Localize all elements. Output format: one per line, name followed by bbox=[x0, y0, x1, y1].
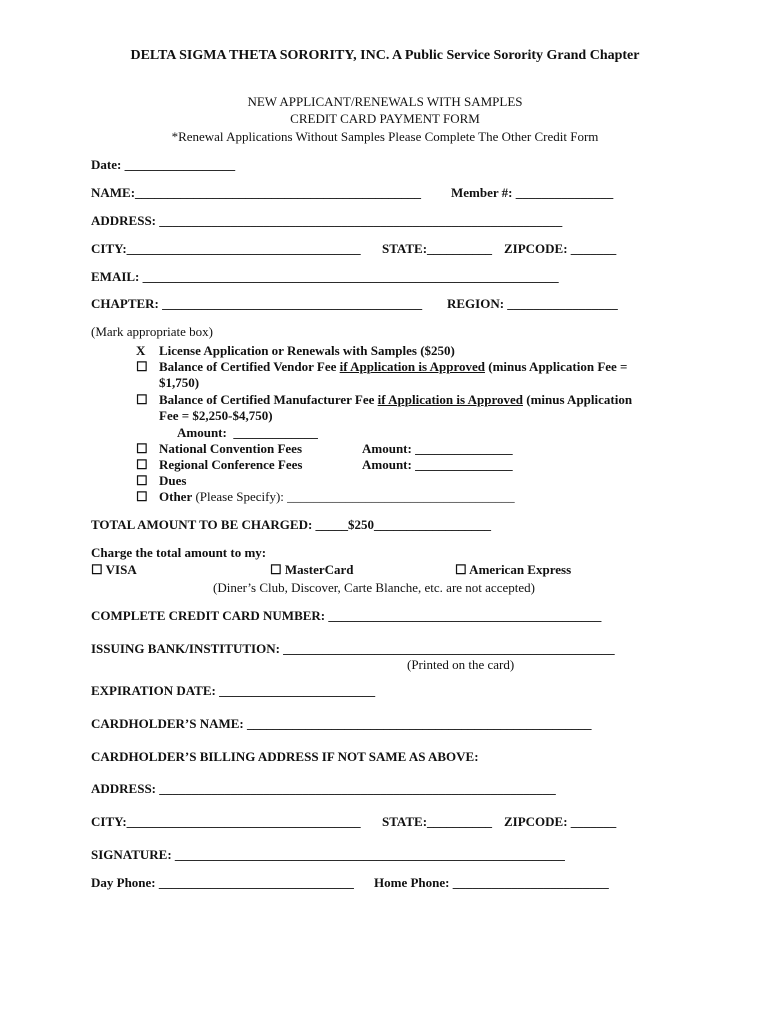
vendor-fee-text-2: (minus Application Fee = bbox=[484, 359, 628, 374]
checkbox-vendor-fee[interactable]: ☐ bbox=[136, 359, 148, 374]
billing-zipcode-field[interactable]: ZIPCODE: _______ bbox=[504, 814, 617, 829]
checkbox-dues[interactable]: ☐ bbox=[136, 473, 148, 488]
home-phone-field[interactable]: Home Phone: ________________________ bbox=[374, 875, 609, 890]
charge-heading: Charge the total amount to my: bbox=[91, 545, 267, 560]
option-dues-label: Dues bbox=[159, 473, 187, 488]
billing-address-heading: CARDHOLDER’S BILLING ADDRESS IF NOT SAME AS ABOVE: bbox=[91, 749, 479, 764]
manufacturer-fee-text-2: (minus Application bbox=[522, 392, 633, 407]
expiration-date-field[interactable]: EXPIRATION DATE: ________________________ bbox=[91, 683, 376, 698]
mastercard-checkbox[interactable]: ☐ MasterCard bbox=[270, 562, 354, 577]
option-national-convention-label: National Convention Fees bbox=[159, 441, 302, 456]
billing-address-field[interactable]: ADDRESS: _____________________________________________________________ bbox=[91, 781, 556, 796]
card-number-field[interactable]: COMPLETE CREDIT CARD NUMBER: __________________________________________ bbox=[91, 608, 602, 623]
manufacturer-fee-text: Balance of Certified Manufacturer Fee bbox=[159, 392, 378, 407]
amex-checkbox[interactable]: ☐ American Express bbox=[455, 562, 572, 577]
option-regional-conference-label: Regional Conference Fees bbox=[159, 457, 303, 472]
issuing-bank-field[interactable]: ISSUING BANK/INSTITUTION: ___________________________________________________ bbox=[91, 641, 615, 656]
region-field[interactable]: REGION: _________________ bbox=[447, 296, 618, 311]
form-title: DELTA SIGMA THETA SORORITY, INC. A Public Service Sorority Grand Chapter bbox=[130, 48, 640, 63]
manufacturer-fee-amount: Fee = $2,250-$4,750) bbox=[159, 408, 273, 423]
checkbox-other[interactable]: ☐ bbox=[136, 489, 148, 504]
mark-box-instruction: (Mark appropriate box) bbox=[91, 324, 214, 339]
vendor-fee-amount: $1,750) bbox=[159, 375, 200, 390]
signature-field[interactable]: SIGNATURE: ____________________________________________________________ bbox=[91, 847, 565, 862]
option-license-label: License Application or Renewals with Samples ($250) bbox=[159, 343, 455, 358]
regional-conference-amount-field[interactable]: Amount: _______________ bbox=[362, 457, 513, 472]
checkbox-license-marked[interactable]: X bbox=[136, 343, 146, 358]
other-label: Other bbox=[159, 489, 193, 504]
member-number-field[interactable]: Member #: _______________ bbox=[451, 185, 614, 200]
checkbox-regional-conference[interactable]: ☐ bbox=[136, 457, 148, 472]
email-field[interactable]: EMAIL: ________________________________________________________________ bbox=[91, 269, 559, 284]
day-phone-field[interactable]: Day Phone: ______________________________ bbox=[91, 875, 354, 890]
form-subtitle-3: *Renewal Applications Without Samples Please Complete The Other Credit Form bbox=[171, 129, 599, 144]
vendor-fee-condition: if Application is Approved bbox=[339, 359, 485, 374]
name-field[interactable]: NAME:____________________________________________ bbox=[91, 185, 422, 200]
vendor-fee-text: Balance of Certified Vendor Fee bbox=[159, 359, 340, 374]
zipcode-field[interactable]: ZIPCODE: _______ bbox=[504, 241, 617, 256]
option-other-field[interactable] bbox=[159, 489, 515, 505]
visa-checkbox[interactable]: ☐ VISA bbox=[91, 562, 137, 577]
billing-city-field[interactable]: CITY:____________________________________ bbox=[91, 814, 361, 829]
checkbox-national-convention[interactable]: ☐ bbox=[136, 441, 148, 456]
national-convention-amount-field[interactable]: Amount: _______________ bbox=[362, 441, 513, 456]
chapter-field[interactable]: CHAPTER: ________________________________________ bbox=[91, 296, 423, 311]
option-manufacturer-fee-label bbox=[159, 392, 632, 408]
city-field[interactable]: CITY:____________________________________ bbox=[91, 241, 361, 256]
manufacturer-fee-condition: if Application is Approved bbox=[377, 392, 523, 407]
manufacturer-amount-field[interactable]: Amount: _____________ bbox=[177, 425, 318, 440]
checkbox-manufacturer-fee[interactable]: ☐ bbox=[136, 392, 148, 407]
cards-not-accepted-note: (Diner’s Club, Discover, Carte Blanche, etc. are not accepted) bbox=[213, 580, 535, 595]
address-field[interactable]: ADDRESS: ______________________________________________________________ bbox=[91, 213, 563, 228]
billing-state-field[interactable]: STATE:__________ bbox=[382, 814, 493, 829]
cardholder-name-field[interactable]: CARDHOLDER’S NAME: _____________________________________________________ bbox=[91, 716, 592, 731]
option-vendor-fee-label bbox=[159, 359, 627, 375]
state-field[interactable]: STATE:__________ bbox=[382, 241, 493, 256]
bank-printed-note: (Printed on the card) bbox=[407, 657, 515, 672]
form-subtitle-1: NEW APPLICANT/RENEWALS WITH SAMPLES bbox=[247, 94, 523, 109]
other-specify: (Please Specify): ___________________________________ bbox=[192, 489, 515, 504]
date-field[interactable]: Date: _________________ bbox=[91, 157, 236, 172]
form-subtitle-2: CREDIT CARD PAYMENT FORM bbox=[290, 111, 480, 126]
total-amount-field[interactable]: TOTAL AMOUNT TO BE CHARGED: _____$250__________________ bbox=[91, 517, 492, 532]
